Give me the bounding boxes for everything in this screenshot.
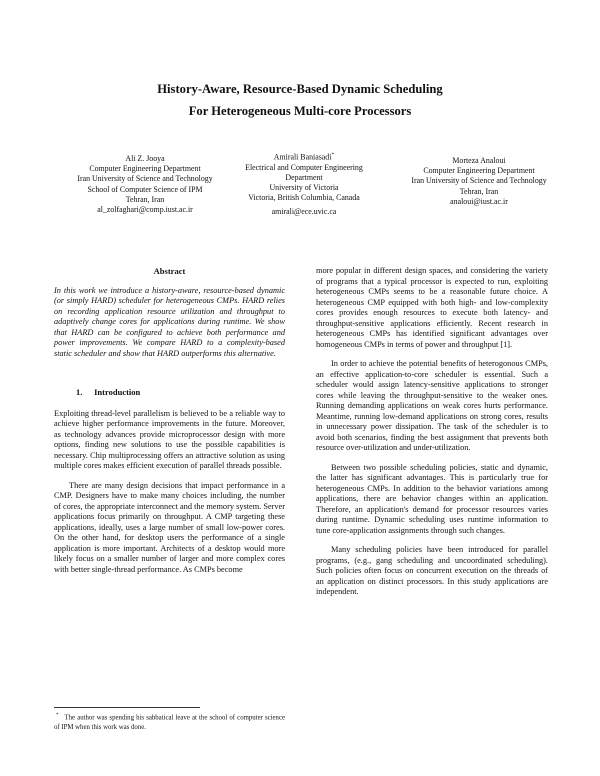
section-title: Introduction [94,387,141,397]
footnote-mark: * [56,713,59,718]
paragraph: Exploiting thread-level parallelism is believed to be a reliable way to achieve higher performance improvements in the future. Moreover, as technology advances provide microprocessor design with more options, finding new solutions to use the possible capabilities is necessary. Chip multiprocessing offers an attractive solution as using multiple cores makes efficient execution of parallel threads possible. [54,408,285,470]
author-email: analoui@iust.ac.ir [450,196,508,206]
author-affiliation-line: University of Victoria [269,183,339,193]
author-affiliation-line: Victoria, British Columbia, Canada [248,193,360,203]
footnote-text: The author was spending his sabbatical leave at the school of computer science of IPM when this work was done. [54,714,285,731]
paragraph: Many scheduling policies have been introduced for parallel programs, (e.g., gang scheduling and uncoordinated scheduling). Such policies often focus on concurrent execution on the threads of an application on distinct processors. In this study applications are independent. [316,545,548,596]
author-affiliation-line: Tehran, Iran [125,194,165,204]
author-block-3 [384,156,574,207]
author-affiliation-line: Iran University of Science and Technology [411,176,547,186]
author-affiliation-line: Department [285,173,323,183]
paragraph: more popular in different design spaces, and considering the variety of programs that a typical processor is expected to run, exploiting heterogeneous CMPs seems to be a reasonable future choice. A heterogeneous CMP equipped with both high- and low-complexity cores provides enough resources to execute both latency- and throughput-sensitive applications efficiently. Recent research in heterogeneous CMPs has identified significant advantages over homogeneous CMPs in terms of power and throughput [1]. [316,266,548,349]
author-affiliation-line: Computer Engineering Department [89,164,201,174]
paragraph: In order to achieve the potential benefits of heterogonous CMPs, an effective application-to-core scheduler is essential. Such a scheduler would assign latency-sensitive applications to stronger cores while leaving the throughput-sensitive to the weaker ones. Running demanding applications on weak cores hurts performance. Meantime, running low-demand applications on strong cores, results in unnecessary power dissipation. The task of the scheduler is to avoid both scenarios, finding the best assignment that prevents both resource over-utilization and under-utilization. [316,359,548,452]
left-column [54,266,285,575]
author-email: al_zolfaghari@comp.iust.ac.ir [97,205,193,215]
author-name: Morteza Analoui [452,156,506,165]
footnote-mark: * [331,152,335,158]
paper-title-line-1: History-Aware, Resource-Based Dynamic Scheduling [157,82,443,96]
author-email: amirali@ece.uvic.ca [271,206,337,216]
author-block-2 [222,150,386,217]
right-column [316,266,548,598]
author-name-row [222,150,386,163]
author-affiliation-line: Tehran, Iran [459,186,499,196]
abstract-heading: Abstract [153,266,186,276]
author-affiliation-line: Electrical and Computer Engineering [245,162,363,172]
author-affiliation-line: Iran University of Science and Technology [77,174,213,184]
section-heading-introduction [76,387,285,398]
abstract-text: In this work we introduce a history-aware, resource-based dynamic (or simply HARD) scheduler for heterogeneous CMPs. HARD relies on recording application resource utilization and throughput to adaptively change cores for applications during runtime. We show that HARD can be configured to achieve both performance and power improvements. We compare HARD to a complexity-based static scheduler and show that HARD outperforms this alternative. [54,285,285,358]
footnote [54,711,285,732]
paper-title-line-2: For Heterogeneous Multi-core Processors [188,104,412,118]
author-affiliation-line: Computer Engineering Department [423,166,535,176]
author-name: Amirali Baniasadi [273,152,332,162]
author-affiliation-line: School of Computer Science of IPM [87,184,203,194]
author-block-1 [40,154,250,215]
section-number: 1. [76,387,83,397]
paragraph: There are many design decisions that impact performance in a CMP. Designers have to make many choices including, the number of cores, the appropriate interconnect and the memory system. Server applications focus primarily on throughput. A CMP targeting these applications, ideally, uses a large number of small low-power cores. On the other hand, for desktop users the performance of a single application is more important. Architects of a desktop would more likely focus on a smaller number of larger and more complex cores with better single-thread performance. As CMPs become [54,480,285,574]
paragraph: Between two possible scheduling policies, static and dynamic, the latter has significant advantages. This is particularly true for heterogeneous CMPs. In addition to the behavior variations among applications, there are behavior changes within an application. Therefore, an application's demand for processor resources varies during runtime. Dynamic scheduling uses runtime information to tune core-application assignments through such changes. [316,462,548,535]
footnote-divider [54,707,200,708]
author-name: Ali Z. Jooya [125,154,165,163]
